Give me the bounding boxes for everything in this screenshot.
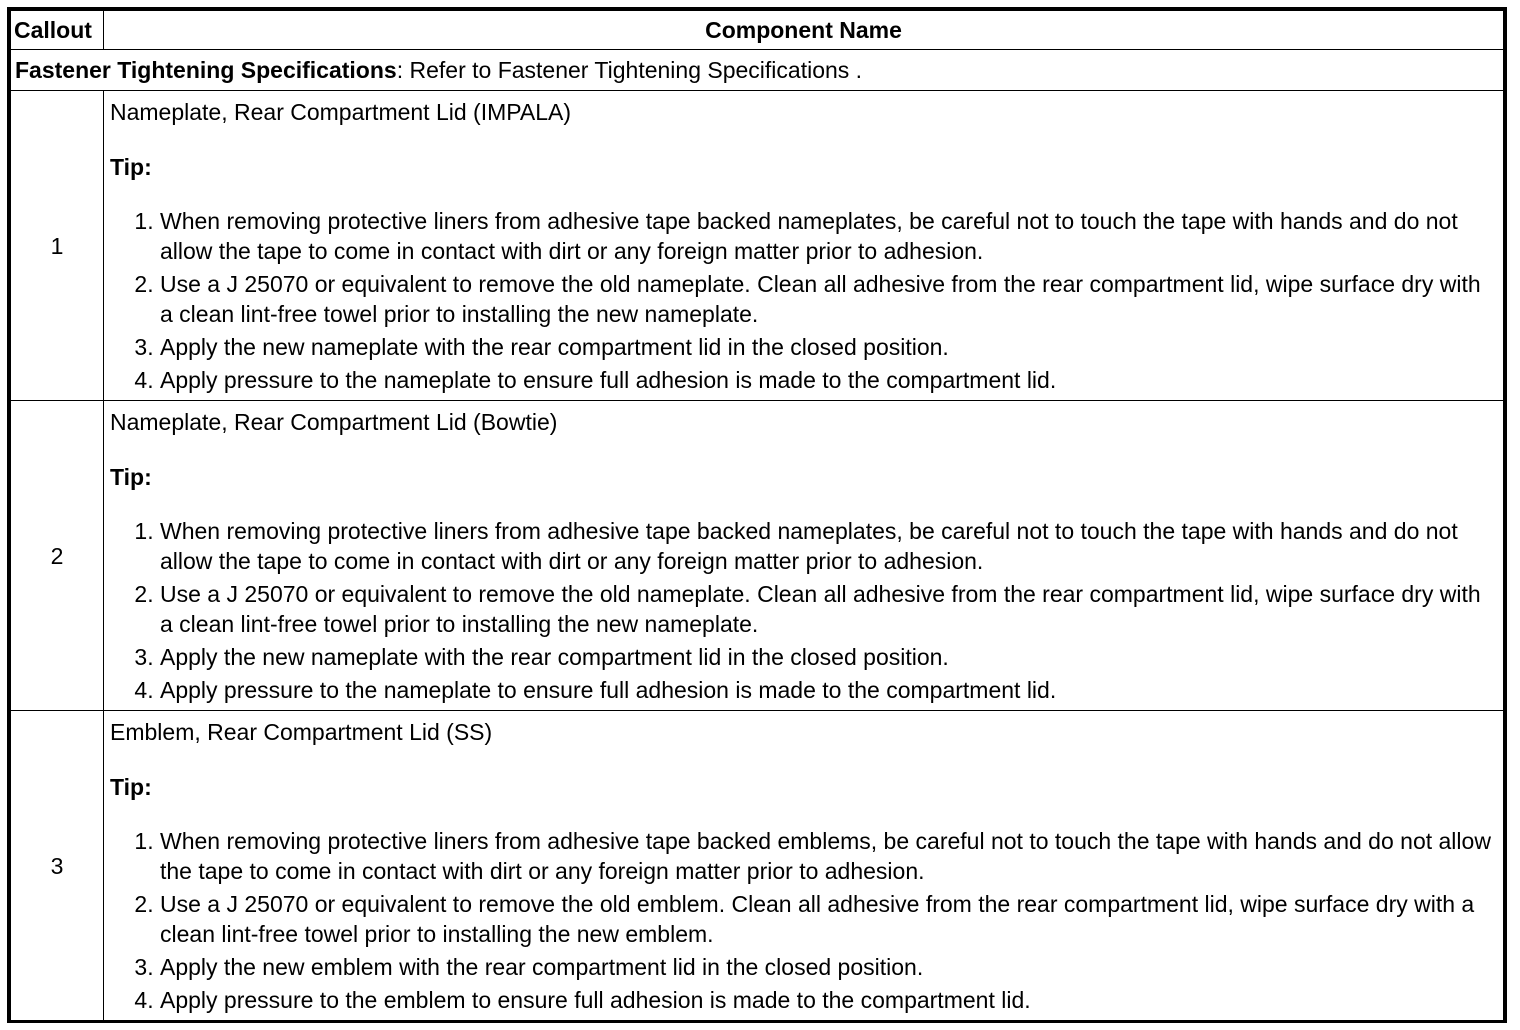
tip-step: 2. Use a J 25070 or equivalent to remove the old nameplate. Clean all adhesive from the rear compartment lid, wipe surface dry with a clean lint-free towel prior to installing the new nameplate. — [160, 269, 1497, 329]
tip-label: Tip: — [110, 464, 152, 490]
tip-label: Tip: — [110, 774, 152, 800]
tip-step: 1. When removing protective liners from adhesive tape backed nameplates, be careful not to touch the tape with hands and do not allow the tape to come in contact with dirt or any foreign matter prior to adhesion. — [160, 206, 1497, 266]
tip-steps — [110, 516, 1497, 705]
component-cell — [104, 401, 1504, 711]
table-header-row — [11, 11, 1504, 50]
tip-step: 3. Apply the new nameplate with the rear compartment lid in the closed position. — [160, 332, 1497, 362]
component-name: Nameplate, Rear Compartment Lid (Bowtie) — [110, 409, 558, 435]
tip-steps — [110, 826, 1497, 1015]
callout-number: 3 — [11, 711, 104, 1021]
table-row — [11, 711, 1504, 1021]
tip-label: Tip: — [110, 154, 152, 180]
column-header-component: Component Name — [104, 11, 1504, 50]
table-row — [11, 401, 1504, 711]
tip-steps — [110, 206, 1497, 395]
column-header-callout: Callout — [11, 11, 104, 50]
component-table — [10, 10, 1504, 1021]
tip-step: 2. Use a J 25070 or equivalent to remove the old emblem. Clean all adhesive from the rear compartment lid, wipe surface dry with a clean lint-free towel prior to installing the new emblem. — [160, 889, 1497, 949]
spec-text: : Refer to Fastener Tightening Specifications . — [396, 57, 863, 83]
callout-number: 2 — [11, 401, 104, 711]
component-name: Nameplate, Rear Compartment Lid (IMPALA) — [110, 99, 572, 125]
component-cell — [104, 91, 1504, 401]
tip-step: 4. Apply pressure to the emblem to ensure full adhesion is made to the compartment lid. — [160, 985, 1497, 1015]
tip-step: 1. When removing protective liners from adhesive tape backed nameplates, be careful not to touch the tape with hands and do not allow the tape to come in contact with dirt or any foreign matter prior to adhesion. — [160, 516, 1497, 576]
component-table-frame — [7, 7, 1507, 1023]
tip-step: 2. Use a J 25070 or equivalent to remove the old nameplate. Clean all adhesive from the rear compartment lid, wipe surface dry with a clean lint-free towel prior to installing the new nameplate. — [160, 579, 1497, 639]
spec-cell — [11, 50, 1504, 91]
spec-row — [11, 50, 1504, 91]
spec-label: Fastener Tightening Specifications — [15, 57, 397, 83]
tip-step: 4. Apply pressure to the nameplate to ensure full adhesion is made to the compartment lid. — [160, 365, 1497, 395]
tip-step: 1. When removing protective liners from adhesive tape backed emblems, be careful not to touch the tape with hands and do not allow the tape to come in contact with dirt or any foreign matter prior to adhesion. — [160, 826, 1497, 886]
component-name: Emblem, Rear Compartment Lid (SS) — [110, 719, 493, 745]
tip-step: 4. Apply pressure to the nameplate to ensure full adhesion is made to the compartment lid. — [160, 675, 1497, 705]
table-row — [11, 91, 1504, 401]
callout-number: 1 — [11, 91, 104, 401]
component-cell — [104, 711, 1504, 1021]
tip-step: 3. Apply the new emblem with the rear compartment lid in the closed position. — [160, 952, 1497, 982]
tip-step: 3. Apply the new nameplate with the rear compartment lid in the closed position. — [160, 642, 1497, 672]
